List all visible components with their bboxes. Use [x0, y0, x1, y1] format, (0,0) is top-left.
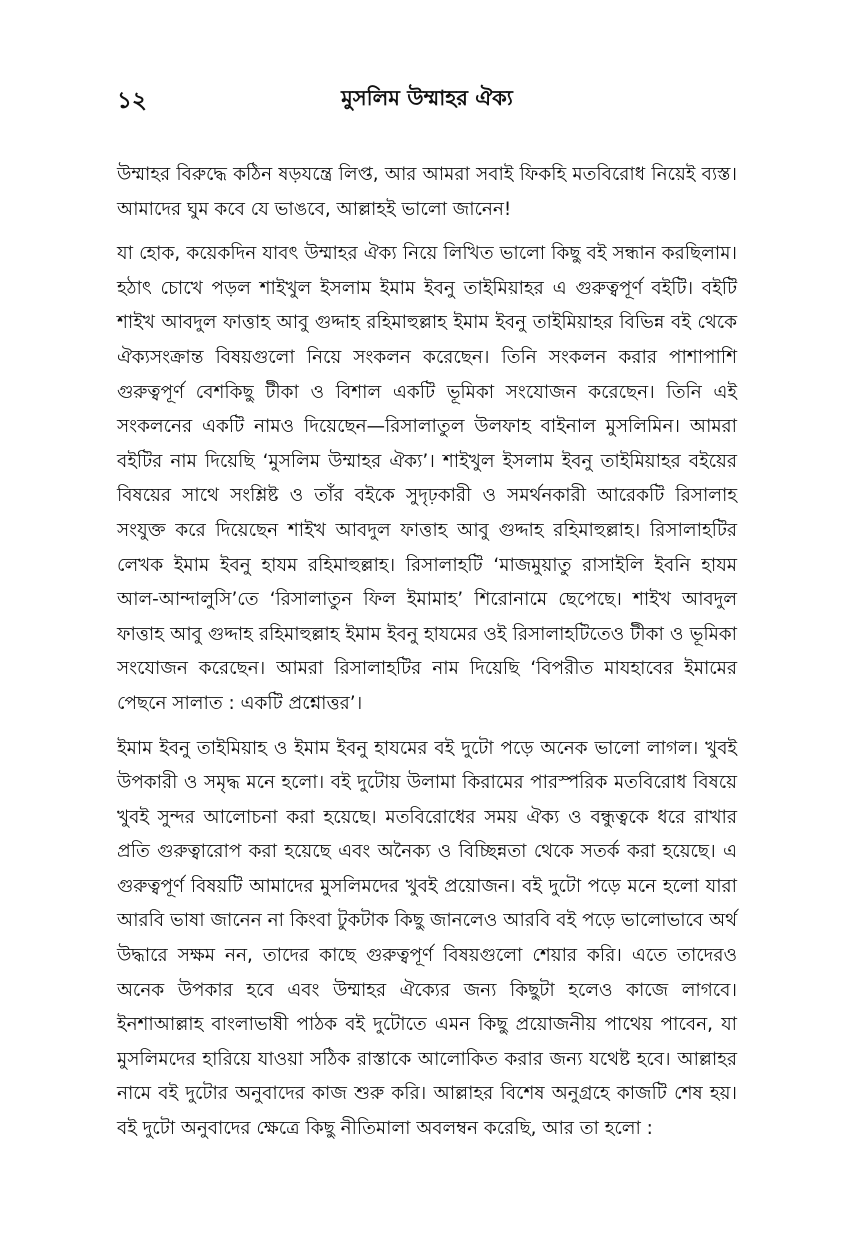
paragraph-book-introduction: যা হোক, কয়েকদিন যাবৎ উম্মাহর ঐক্য নিয়ে লিখিত ভালো কিছু বই সন্ধান করছিলাম। হঠাৎ চোখে পড়ল শাইখুল ইসলাম ইমাম ইবনু তাইমিয়াহর এ গুরুত্বপূর্ণ বইটি। বইটি শাইখ আবদুল ফাত্তাহ আবু গুদ্দাহ রহিমাহুল্লাহ ইমাম ইবনু তাইমিয়াহর বিভিন্ন বই থেকে ঐক্যসংক্রান্ত বিষয়গুলো নিয়ে সংকলন করেছেন। তিনি সংকলন করার পাশাপাশি গুরুত্বপূর্ণ বেশকিছু টীকা ও বিশাল একটি ভূমিকা সংযোজন করেছেন। তিনি এই সংকলনের একটি নামও দিয়েছেন—রিসালাতুল উলফাহ বাইনাল মুসলিমিন। আমরা বইটির নাম দিয়েছি ‘মুসলিম উম্মাহর ঐক্য’। শাইখুল ইসলাম ইবনু তাইমিয়াহর বইয়ের বিষয়ের সাথে সংশ্লিষ্ট ও তাঁর বইকে সুদৃঢ়কারী ও সমর্থনকারী আরেকটি রিসালাহ সংযুক্ত করে দিয়েছেন শাইখ আবদুল ফাত্তাহ আবু গুদ্দাহ রহিমাহুল্লাহ। রিসালাহটির লেখক ইমাম ইবনু হাযম রহিমাহুল্লাহ। রিসালাহটি ‘মাজমুয়াতু রাসাইলি ইবনি হাযম আল-আন্দালুসি’তে ‘রিসালাতুন ফিল ইমামাহ’ শিরোনামে ছেপেছে। শাইখ আবদুল ফাত্তাহ আবু গুদ্দাহ রহিমাহুল্লাহ ইমাম ইবনু হাযমের ওই রিসালাহটিতেও টীকা ও ভূমিকা সংযোজন করেছেন। আমরা রিসালাহটির নাম দিয়েছি ‘বিপরীত মাযহাবের ইমামের পেছনে সালাত : একটি প্রশ্নোত্তর’।	[117, 243, 738, 714]
running-title: মুসলিম উম্মাহর ঐক্য	[341, 86, 513, 110]
body-text	[117, 158, 737, 1147]
book-page	[117, 82, 737, 1157]
page-header	[117, 82, 737, 118]
paragraph-translation-purpose: ইমাম ইবনু তাইমিয়াহ ও ইমাম ইবনু হাযমের বই দুটো পড়ে অনেক ভালো লাগল। খুবই উপকারী ও সমৃদ্ধ মনে হলো। বই দুটোয় উলামা কিরামের পারস্পরিক মতবিরোধ বিষয়ে খুবই সুন্দর আলোচনা করা হয়েছে। মতবিরোধের সময় ঐক্য ও বন্ধুত্বকে ধরে রাখার প্রতি গুরুত্বারোপ করা হয়েছে এবং অনৈক্য ও বিচ্ছিন্নতা থেকে সতর্ক করা হয়েছে। এ গুরুত্বপূর্ণ বিষয়টি আমাদের মুসলিমদের খুবই প্রয়োজন। বই দুটো পড়ে মনে হলো যারা আরবি ভাষা জানেন না কিংবা টুকটাক কিছু জানলেও আরবি বই পড়ে ভালোভাবে অর্থ উদ্ধারে সক্ষম নন, তাদের কাছে গুরুত্বপূর্ণ বিষয়গুলো শেয়ার করি। এতে তাদেরও অনেক উপকার হবে এবং উম্মাহর ঐক্যের জন্য কিছুটা হলেও কাজে লাগবে। ইনশাআল্লাহ বাংলাভাষী পাঠক বই দুটোতে এমন কিছু প্রয়োজনীয় পাথেয় পাবেন, যা মুসলিমদের হারিয়ে যাওয়া সঠিক রাস্তাকে আলোকিত করার জন্য যথেষ্ট হবে। আল্লাহর নামে বই দুটোর অনুবাদের কাজ শুরু করি। আল্লাহর বিশেষ অনুগ্রহে কাজটি শেষ হয়। বই দুটো অনুবাদের ক্ষেত্রে কিছু নীতিমালা অবলম্বন করেছি, আর তা হলো :	[117, 737, 737, 1140]
paragraph-continuation: উম্মাহর বিরুদ্ধে কঠিন ষড়যন্ত্রে লিপ্ত, আর আমরা সবাই ফিকহি মতবিরোধ নিয়েই ব্যস্ত। আমাদের ঘুম কবে যে ভাঙবে, আল্লাহই ভালো জানেন!	[117, 164, 737, 220]
page-number: ১২	[117, 88, 147, 114]
